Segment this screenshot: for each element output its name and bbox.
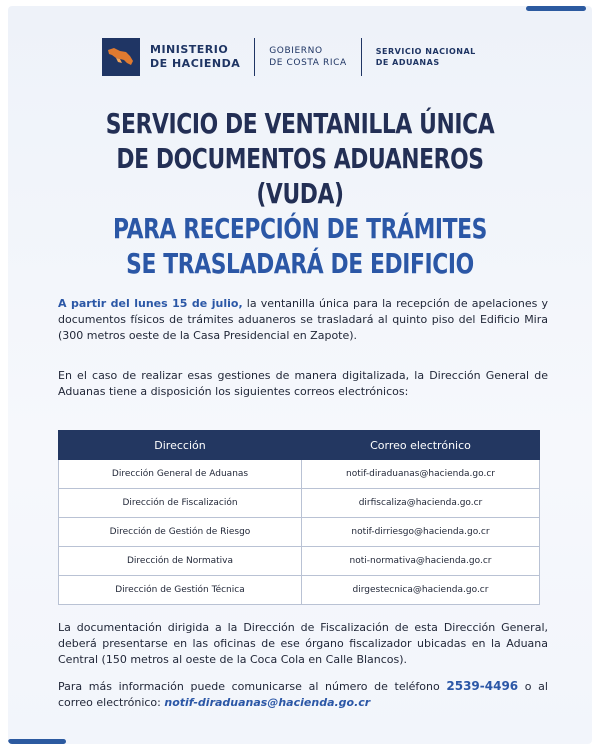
table-row [59,576,540,605]
paragraph-fiscalizacion: La documentación dirigida a la Dirección de Fiscalización de esta Dirección General, deberá presentarse en las oficinas de ese órgano fiscalizador ubicadas en la Aduana Central (150 metros al oeste de la Coca Cola en Calle Blancos). [58,621,548,666]
table-header-row [59,431,540,460]
government-line-1: GOBIERNO [269,46,323,56]
government-line-2: DE COSTA RICA [269,58,347,68]
relocation-text: la ventanilla única para la recepción de apelaciones y documentos físicos de trámites aduaneros se trasladará al quinto piso del Edificio Mira (300 metros oeste de la Casa Presidencial en Zapote). [58,297,549,342]
email-cell[interactable]: notif-diraduanas@hacienda.go.cr [302,460,540,489]
ministry-line-2: DE HACIENDA [150,57,241,70]
table-row [59,489,540,518]
email-cell[interactable]: noti-normativa@hacienda.go.cr [302,547,540,576]
direccion-cell: Dirección de Gestión de Riesgo [59,518,302,547]
email-cell[interactable]: dirgestecnica@hacienda.go.cr [302,576,540,605]
table-row [59,460,540,489]
paragraph-contact [58,678,548,711]
date-highlight: A partir del lunes 15 de julio, [58,297,243,310]
direccion-cell: Dirección General de Aduanas [59,460,302,489]
table-row [59,547,540,576]
column-header-correo: Correo electrónico [302,431,540,460]
headline [72,106,528,281]
column-header-direccion: Dirección [59,431,302,460]
headline-line-3: PARA RECEPCIÓN DE TRÁMITES [112,212,488,245]
contact-text-1: Para más información puede comunicarse al número de teléfono [58,680,447,693]
document-page [8,6,592,744]
headline-line-1: SERVICIO DE VENTANILLA ÚNICA [105,107,495,140]
direccion-cell: Dirección de Gestión Técnica [59,576,302,605]
government-name [269,45,347,69]
ministry-name [150,43,240,71]
contact-text-2: o al correo electrónico: [58,680,548,709]
top-accent-bar [526,6,586,11]
bottom-accent-bar [8,739,66,744]
email-cell[interactable]: dirfiscaliza@hacienda.go.cr [302,489,540,518]
header-divider [361,38,362,76]
direccion-cell: Dirección de Fiscalización [59,489,302,518]
customs-service-name [376,46,476,68]
paragraph-digital: En el caso de realizar esas gestiones de manera digitalizada, la Dirección General de Aduanas tiene a disposición los siguientes correos electrónicos: [58,369,548,398]
paragraph-relocation [58,296,548,344]
headline-line-4: SE TRASLADARÁ DE EDIFICIO [126,247,474,280]
customs-line-2: DE ADUANAS [375,58,440,67]
costa-rica-map-logo-icon [102,38,140,76]
email-table [58,430,540,605]
email-cell[interactable]: notif-dirriesgo@hacienda.go.cr [302,518,540,547]
phone-number[interactable]: 2539-4496 [446,679,519,693]
customs-line-1: SERVICIO NACIONAL [375,47,476,56]
headline-line-2: DE DOCUMENTOS ADUANEROS (VUDA) [116,142,484,210]
header-divider [254,38,255,76]
direccion-cell: Dirección de Normativa [59,547,302,576]
contact-email-link[interactable]: notif-diraduanas@hacienda.go.cr [164,696,371,709]
ministry-line-1: MINISTERIO [150,43,229,56]
table-row [59,518,540,547]
header [102,36,476,78]
